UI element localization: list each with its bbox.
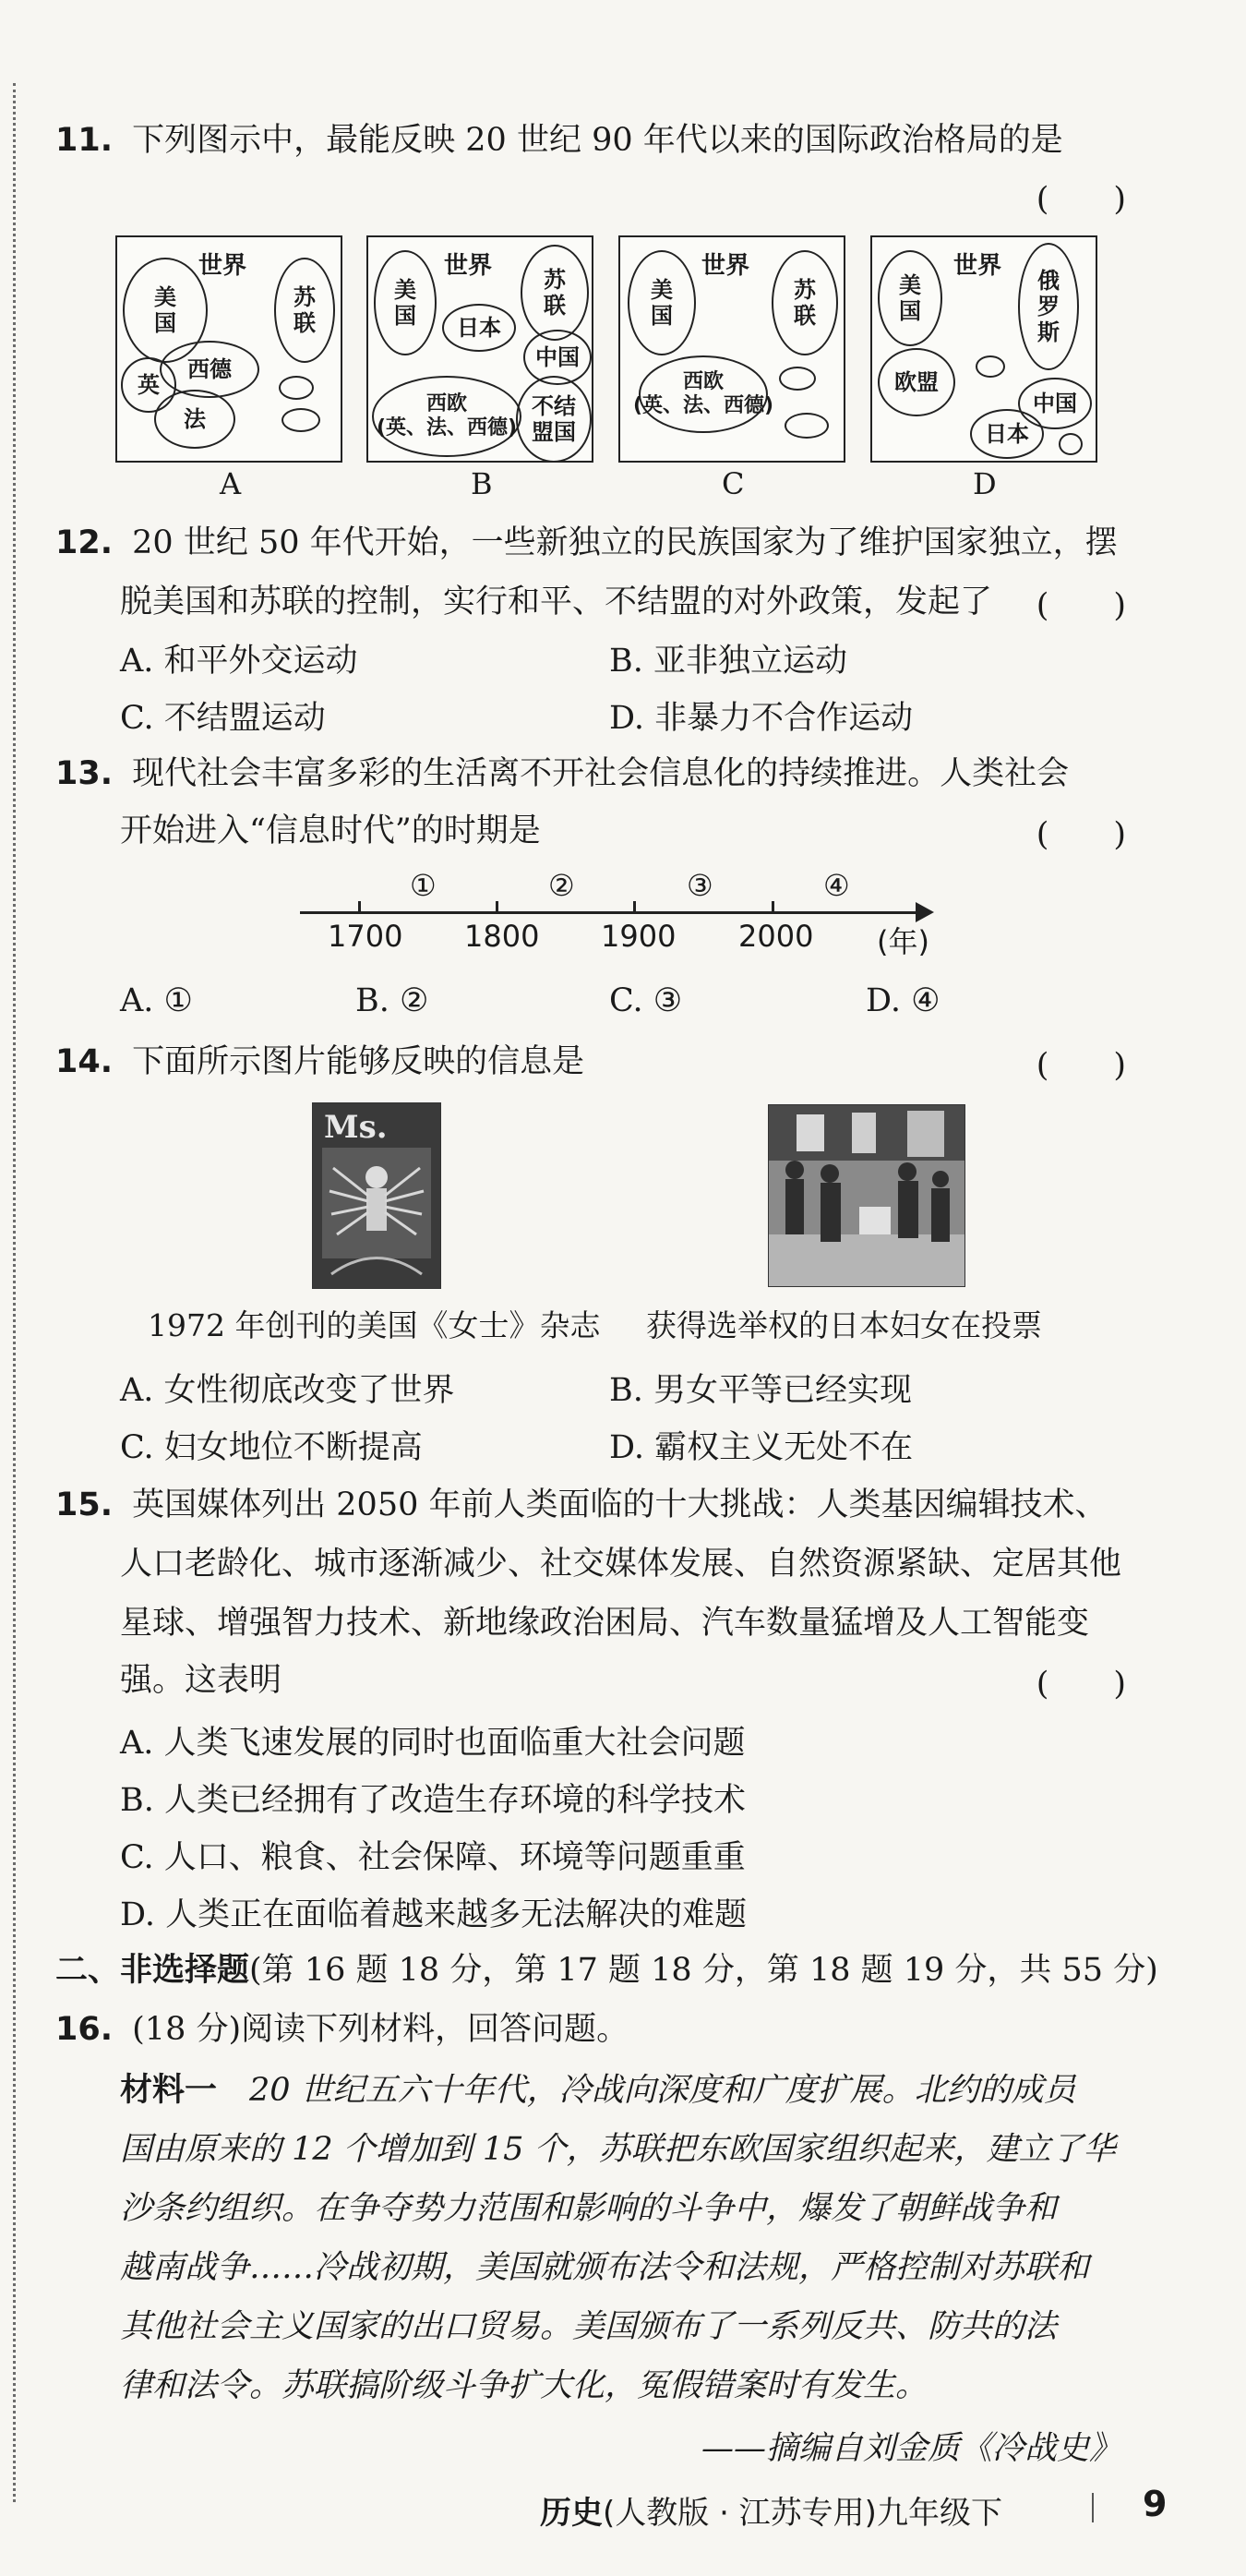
footer-edition: (人教版 · 江苏专用)九年级下 — [603, 2495, 1002, 2532]
ms-magazine-cover-image — [312, 1102, 441, 1289]
west-germany-circle: 西德 — [160, 341, 259, 398]
material-line: 其他社会主义国家的出口贸易。美国颁布了一系列反共、防共的法 — [120, 2308, 1058, 2345]
usa-circle: 美 国 — [123, 258, 208, 363]
timeline-tick — [633, 901, 636, 912]
diagram-a — [115, 235, 342, 463]
option-d[interactable]: D. ④ — [866, 982, 940, 1019]
small-country-oval — [976, 355, 1005, 378]
china-circle: 中国 — [523, 330, 592, 385]
small-country-oval — [785, 413, 829, 439]
option-a[interactable]: A. 人类飞速发展的同时也面临重大社会问题 — [120, 1725, 746, 1762]
material-label: 材料一 — [120, 2072, 218, 2109]
timeline-year: 1700 — [328, 919, 403, 954]
timeline-unit: (年) — [877, 924, 929, 959]
timeline-segment-1: ① — [410, 868, 437, 903]
question-stem: 下列图示中，最能反映 20 世纪 90 年代以来的国际政治格局的是 — [132, 122, 1063, 159]
option-b[interactable]: B. 亚非独立运动 — [609, 643, 847, 680]
world-label: 世界 — [953, 252, 1002, 280]
question-number: 14. — [55, 1043, 114, 1080]
small-country-oval — [279, 376, 314, 400]
option-c[interactable]: C. 妇女地位不断提高 — [120, 1429, 423, 1466]
question-number: 15. — [55, 1487, 114, 1523]
section-title: 二、非选择题 — [55, 1952, 250, 1989]
multi-armed-figure-illustration — [313, 1103, 440, 1288]
diagram-d — [870, 235, 1097, 463]
question-stem-line4: 强。这表明 — [120, 1662, 282, 1699]
timeline-segment-3: ③ — [687, 868, 713, 903]
small-country-oval — [779, 367, 816, 391]
answer-paren[interactable]: ( ) — [1036, 587, 1126, 624]
western-europe-circle: 西欧 (英、法、西德) — [639, 355, 768, 433]
diagram-label-d: D — [973, 466, 997, 501]
uk-circle: 英 — [121, 357, 176, 413]
eu-circle: 欧盟 — [878, 348, 955, 416]
ussr-circle: 苏 联 — [274, 258, 335, 363]
timeline-segment-2: ② — [548, 868, 575, 903]
answer-paren[interactable]: ( ) — [1036, 816, 1126, 853]
option-c[interactable]: C. 不结盟运动 — [120, 700, 326, 737]
option-a[interactable]: A. ① — [120, 982, 193, 1019]
answer-paren[interactable]: ( ) — [1036, 181, 1126, 218]
page-number: 9 — [1143, 2484, 1168, 2524]
small-country-oval — [282, 408, 320, 432]
usa-circle: 美 国 — [878, 250, 942, 346]
timeline-tick — [496, 901, 498, 912]
material-line: 越南战争……冷战初期，美国就颁布法令和法规，严格控制对苏联和 — [120, 2249, 1090, 2286]
western-europe-circle: 西欧 (英、法、西德) — [372, 376, 521, 457]
option-d[interactable]: D. 非暴力不合作运动 — [609, 700, 914, 737]
russia-circle: 俄 罗 斯 — [1018, 243, 1079, 370]
question-stem-line3: 星球、增强智力技术、新地缘政治困局、汽车数量猛增及人工智能变 — [120, 1605, 1090, 1642]
section-2-heading — [55, 1948, 1158, 1992]
question-number: 11. — [55, 122, 114, 159]
question-stem: (18 分)阅读下列材料，回答问题。 — [132, 2011, 629, 2048]
option-a[interactable]: A. 和平外交运动 — [120, 643, 358, 680]
diagram-b — [366, 235, 593, 463]
diagram-label-c: C — [722, 466, 745, 501]
question-stem-line2: 人口老龄化、城市逐渐减少、社交媒体发展、自然资源紧缺、定居其他 — [120, 1546, 1122, 1583]
question-stem-line2: 脱美国和苏联的控制，实行和平、不结盟的对外政策，发起了 — [120, 584, 993, 620]
option-b[interactable]: B. 人类已经拥有了改造生存环境的科学技术 — [120, 1782, 746, 1819]
timeline-axis — [300, 911, 918, 914]
answer-paren[interactable]: ( ) — [1036, 1666, 1126, 1703]
material-line: 沙条约组织。在争夺势力范围和影响的斗争中，爆发了朝鲜战争和 — [120, 2190, 1058, 2227]
caption-magazine: 1972 年创刊的美国《女士》杂志 — [148, 1307, 601, 1343]
margin-dotted-line — [13, 83, 16, 2502]
ussr-circle: 苏 联 — [772, 250, 838, 355]
timeline-year: 2000 — [738, 919, 814, 954]
magazine-logo: Ms. — [324, 1109, 388, 1146]
non-aligned-circle: 不结 盟国 — [516, 376, 592, 463]
japan-circle: 日本 — [442, 304, 516, 352]
option-d[interactable]: D. 人类正在面临着越来越多无法解决的难题 — [120, 1896, 748, 1933]
world-label: 世界 — [444, 252, 493, 280]
option-b[interactable]: B. 男女平等已经实现 — [609, 1372, 912, 1409]
footer-divider — [1092, 2493, 1094, 2522]
question-stem-line1: 20 世纪 50 年代开始，一些新独立的民族国家为了维护国家独立，摆 — [132, 524, 1118, 561]
caption-voting: 获得选举权的日本妇女在投票 — [646, 1307, 1042, 1343]
question-number: 13. — [55, 755, 114, 792]
world-label: 世界 — [198, 252, 247, 280]
option-b[interactable]: B. ② — [355, 982, 429, 1019]
answer-paren[interactable]: ( ) — [1036, 1047, 1126, 1084]
question-number: 16. — [55, 2011, 114, 2048]
france-circle: 法 — [154, 390, 235, 449]
ussr-circle: 苏 联 — [521, 245, 589, 341]
japan-circle: 日本 — [970, 409, 1044, 459]
voting-scene-illustration — [769, 1105, 964, 1286]
question-stem-line2: 开始进入“信息时代”的时期是 — [120, 813, 541, 849]
china-circle: 中国 — [1018, 378, 1092, 429]
option-c[interactable]: C. ③ — [609, 982, 683, 1019]
page-footer — [540, 2487, 1002, 2533]
small-country-oval — [1059, 433, 1083, 455]
footer-subject: 历史 — [540, 2495, 603, 2532]
option-d[interactable]: D. 霸权主义无处不在 — [609, 1429, 914, 1466]
usa-circle: 美 国 — [374, 250, 437, 355]
timeline-year: 1900 — [601, 919, 677, 954]
option-a[interactable]: A. 女性彻底改变了世界 — [120, 1372, 455, 1409]
material-source: ——摘编自刘金质《冷战史》 — [701, 2430, 1122, 2467]
diagram-label-b: B — [471, 466, 493, 501]
diagram-c — [618, 235, 845, 463]
material-line: 律和法令。苏联搞阶级斗争扩大化，冤假错案时有发生。 — [120, 2367, 929, 2404]
world-label: 世界 — [701, 252, 750, 280]
question-number: 12. — [55, 524, 114, 561]
timeline-year: 1800 — [464, 919, 540, 954]
diagram-label-a: A — [220, 466, 242, 501]
timeline-tick — [358, 901, 361, 912]
timeline-tick — [772, 901, 774, 912]
material-line: 国由原来的 12 个增加到 15 个，苏联把东欧国家组织起来，建立了华 — [120, 2131, 1116, 2168]
section-detail: (第 16 题 18 分，第 17 题 18 分，第 18 题 19 分，共 55 分) — [249, 1952, 1158, 1989]
japanese-women-voting-image — [768, 1104, 965, 1287]
question-stem-line1: 现代社会丰富多彩的生活离不开社会信息化的持续推进。人类社会 — [132, 755, 1070, 792]
usa-circle: 美 国 — [628, 250, 696, 355]
question-stem-line1: 英国媒体列出 2050 年前人类面临的十大挑战：人类基因编辑技术、 — [132, 1487, 1108, 1523]
option-c[interactable]: C. 人口、粮食、社会保障、环境等问题重重 — [120, 1839, 746, 1876]
material-line: 20 世纪五六十年代，冷战向深度和广度扩展。北约的成员 — [217, 2072, 1076, 2109]
question-stem: 下面所示图片能够反映的信息是 — [132, 1043, 585, 1080]
timeline-segment-4: ④ — [823, 868, 850, 903]
